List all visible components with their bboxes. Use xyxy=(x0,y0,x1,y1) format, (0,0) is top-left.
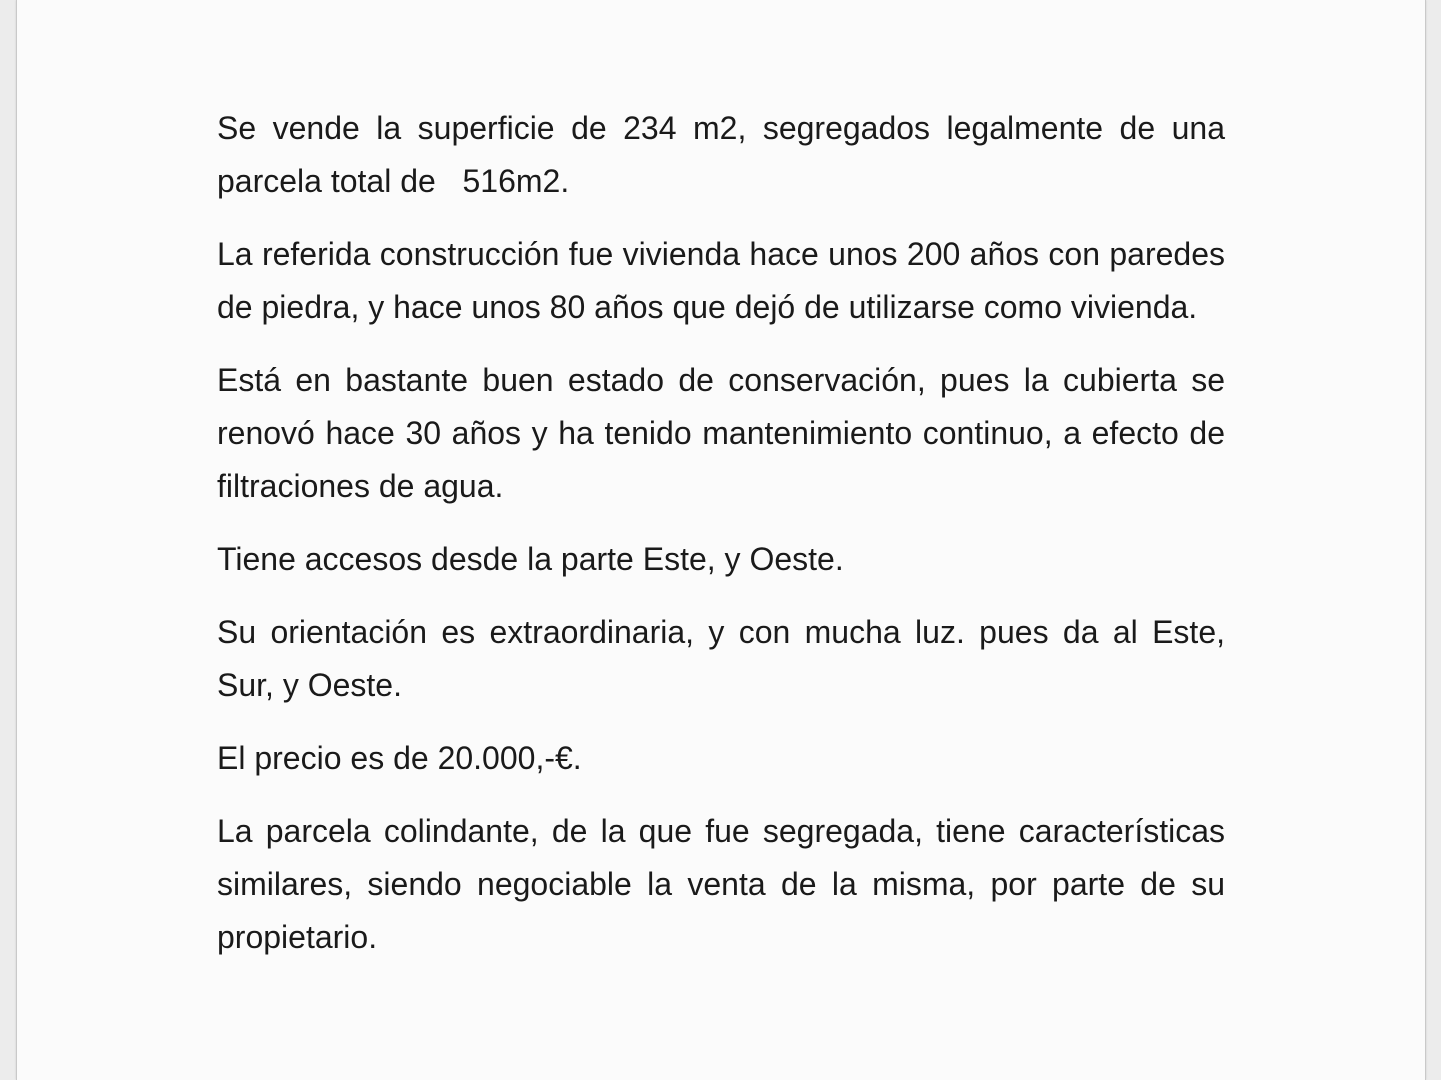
paragraph-price: El precio es de 20.000,-€. xyxy=(217,740,582,776)
document-page xyxy=(16,0,1426,1080)
paragraph-adjacent-plot: La parcela colindante, de la que fue segregada, tiene características similares, siendo negociable la venta de la misma, por parte de su propietario. xyxy=(217,813,1225,955)
paragraph-accesses: Tiene accesos desde la parte Este, y Oeste. xyxy=(217,541,844,577)
paragraph-surface: Se vende la superficie de 234 m2, segregados legalmente de una parcela total de 516m2. xyxy=(217,110,1234,199)
paragraph-conservation-state: Está en bastante buen estado de conservación, pues la cubierta se renovó hace 30 años y ha tenido mantenimiento continuo, a efecto de filtraciones de agua. xyxy=(217,362,1225,504)
paragraph-orientation: Su orientación es extraordinaria, y con mucha luz. pues da al Este, Sur, y Oeste. xyxy=(217,614,1225,703)
paragraph-construction-history: La referida construcción fue vivienda hace unos 200 años con paredes de piedra, y hace unos 80 años que dejó de utilizarse como vivienda. xyxy=(217,236,1225,325)
document-body xyxy=(217,102,1234,984)
